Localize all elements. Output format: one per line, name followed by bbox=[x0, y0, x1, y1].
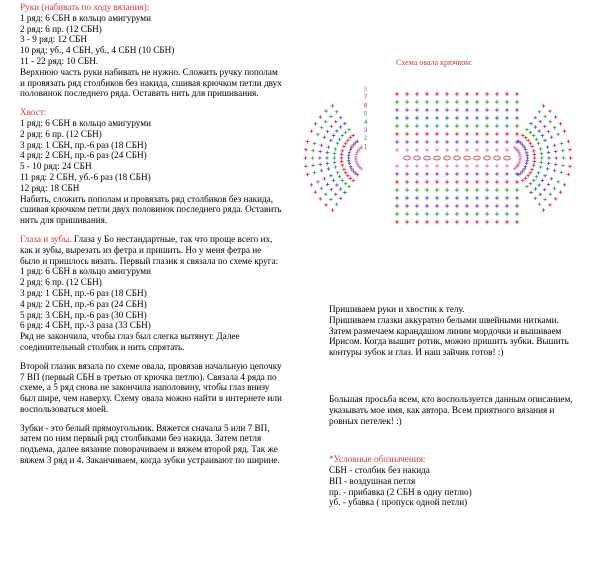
legend-title: *Условные обозначения: bbox=[329, 454, 426, 464]
row-number: 5 bbox=[364, 111, 368, 118]
chain-stitch bbox=[424, 156, 430, 160]
request-line: ровных петелек! :) bbox=[329, 415, 402, 426]
chain-stitch bbox=[444, 156, 450, 160]
eyes-line: 1 ряд: 6 СБН в кольцо амигуруми bbox=[20, 266, 151, 277]
legend-item: пр. - прибавка (2 СБН в одну петлю) bbox=[329, 486, 472, 497]
assembly-line: контуры зубок и глаз. И наш зайчик готов! :) bbox=[329, 347, 504, 358]
assembly-line: Пришиваем руки и хвостик к телу. bbox=[329, 304, 465, 314]
tail-line: 1 ряд: 6 СБН в кольцо амигуруми bbox=[20, 117, 151, 128]
legend-block bbox=[329, 454, 472, 508]
eyes-second-paragraph: Второй глазик вязала по схеме овала, провязав начальную цепочку 7 ВП (первый СБН в третью от крючка петлю). Связала 4 ряда по схеме, а 5 ряд снова не закончила наполовину, чтобы глаз внизу был шире, чем наверху. Схему овала можно найти в интернете или воспользоваться моей. bbox=[20, 360, 282, 414]
eyes-intro-text: Глаза у Бо нестандартные, так что проще всего их, как и зубы, вырезать из фетра и пришить. Но у меня фетра не было и пришлось вязать. Первый глазик я связала по схеме круга: bbox=[20, 233, 279, 266]
oval-crochet-scheme bbox=[297, 80, 579, 240]
tail-line: 12 ряд: 18 СБН bbox=[20, 182, 80, 193]
arms-note: Верхнюю часть руки набивать не нужно. Сложить ручку пополам и провязать ряд столбиков без накида, сшивая крючком петли двух половинок последнего ряда. Оставить нить для пришивания. bbox=[20, 66, 282, 99]
chain-stitch bbox=[494, 156, 500, 160]
eyes-line: 5 ряд: 3 СБН, пр.-6 раз (30 СБН) bbox=[20, 309, 147, 320]
tail-note: Набить, сложить пополам и провязать ряд столбиков без накида, сшивая крючком петли двух половинок последнего ряда. Оставить нить для пришивания. bbox=[20, 193, 282, 226]
chain-stitch bbox=[414, 156, 420, 160]
eyes-line: 4 ряд: 2 СБН, пр.-6 раз (24 СБН) bbox=[20, 298, 147, 309]
row-number: 4 bbox=[364, 119, 368, 126]
tail-line: 2 ряд: 6 пр. (12 СБН) bbox=[20, 128, 102, 139]
row-number: 2 bbox=[364, 136, 368, 143]
legend-item: СБН - столбик без накида bbox=[329, 465, 430, 475]
request-line: Большая просьба всем, кто воспользуется данным описанием, bbox=[329, 394, 573, 404]
arms-line: 1 ряд: 6 СБН в кольцо амигуруми bbox=[20, 12, 151, 23]
chain-stitch bbox=[474, 156, 480, 160]
assembly-line: Пришиваем глазки аккуратно белыми швейными нитками. bbox=[329, 314, 559, 325]
chain-stitch bbox=[504, 156, 510, 160]
arms-line: 10 ряд: уб., 4 СБН, уб., 4 СБН (10 СБН) bbox=[20, 45, 175, 56]
assembly-block bbox=[329, 304, 569, 358]
eyes-line: 6 ряд: 4 СБН, пр.-3 раза (33 СБН) bbox=[20, 320, 151, 331]
eyes-intro bbox=[20, 234, 282, 266]
tail-line: 11 ряд: 2 СБН, уб.-6 раз (18 СБН) bbox=[20, 171, 151, 182]
legend-item: уб. - убавка ( пропуск одной петли) bbox=[329, 497, 468, 508]
tail-line: 5 - 10 ряд: 24 СБН bbox=[20, 161, 92, 172]
request-block bbox=[329, 394, 573, 426]
row-number: 7 bbox=[364, 95, 368, 102]
eyes-note: Ряд не закончила, чтобы глаз был слегка вытянут. Далее соединительный столбик и нить спрятать. bbox=[20, 331, 240, 352]
chain-stitch bbox=[484, 156, 490, 160]
scheme-title: Схема овала крючком: bbox=[396, 58, 473, 67]
arms-title: Руки (набивать по ходу вязания): bbox=[20, 2, 150, 12]
row-number: 1 bbox=[364, 144, 368, 151]
arms-line: 3 - 9 ряд: 12 СБН bbox=[20, 34, 88, 45]
scheme-marks bbox=[304, 87, 573, 224]
assembly-line: Ирисом. Когда вышит ротик, можно пришить зубки. Вышить bbox=[329, 336, 569, 347]
teeth-paragraph: Зубки - это белый прямоугольник. Вяжется сначала 5 или 7 ВП, затем по ним первый ряд столбиками без накида. Затем петля подъема, далее вязание поворачиваем и вяжем второй ряд. Так же вяжем 3 ряд и 4. Заканчиваем, когда зубки устраивают по ширине. bbox=[20, 422, 280, 466]
row-number: 3 bbox=[364, 128, 368, 134]
chain-stitch bbox=[434, 156, 440, 160]
arms-line: 2 ряд: 6 пр. (12 СБН) bbox=[20, 23, 102, 34]
assembly-line: Затем размечаем карандашом линии мордочки и вышиваем bbox=[329, 325, 562, 336]
chain-stitch bbox=[404, 156, 410, 160]
eyes-line: 2 ряд: 6 пр. (12 СБН) bbox=[20, 277, 102, 288]
chain-stitch bbox=[454, 156, 460, 160]
request-line: указывать мое имя, как автора. Всем приятного вязания и bbox=[329, 404, 555, 415]
arms-line: 11 - 22 ряд: 10 СБН. bbox=[20, 55, 99, 66]
tail-line: 4 ряд: 2 СБН, пр.-6 раз (24 СБН) bbox=[20, 150, 147, 161]
eyes-line: 3 ряд: 1 СБН, пр.-6 раз (18 СБН) bbox=[20, 287, 147, 298]
chain-stitch bbox=[464, 156, 470, 160]
row-number: 8 bbox=[364, 87, 368, 93]
legend-item: ВП - воздушная петля bbox=[329, 475, 416, 486]
eyes-title: Глаза и зубы. bbox=[20, 233, 72, 244]
tail-line: 3 ряд: 1 СБН, пр.-6 раз (18 СБН) bbox=[20, 139, 147, 150]
tail-title: Хвост: bbox=[20, 107, 47, 118]
left-column bbox=[20, 2, 282, 466]
row-number: 6 bbox=[364, 103, 368, 110]
